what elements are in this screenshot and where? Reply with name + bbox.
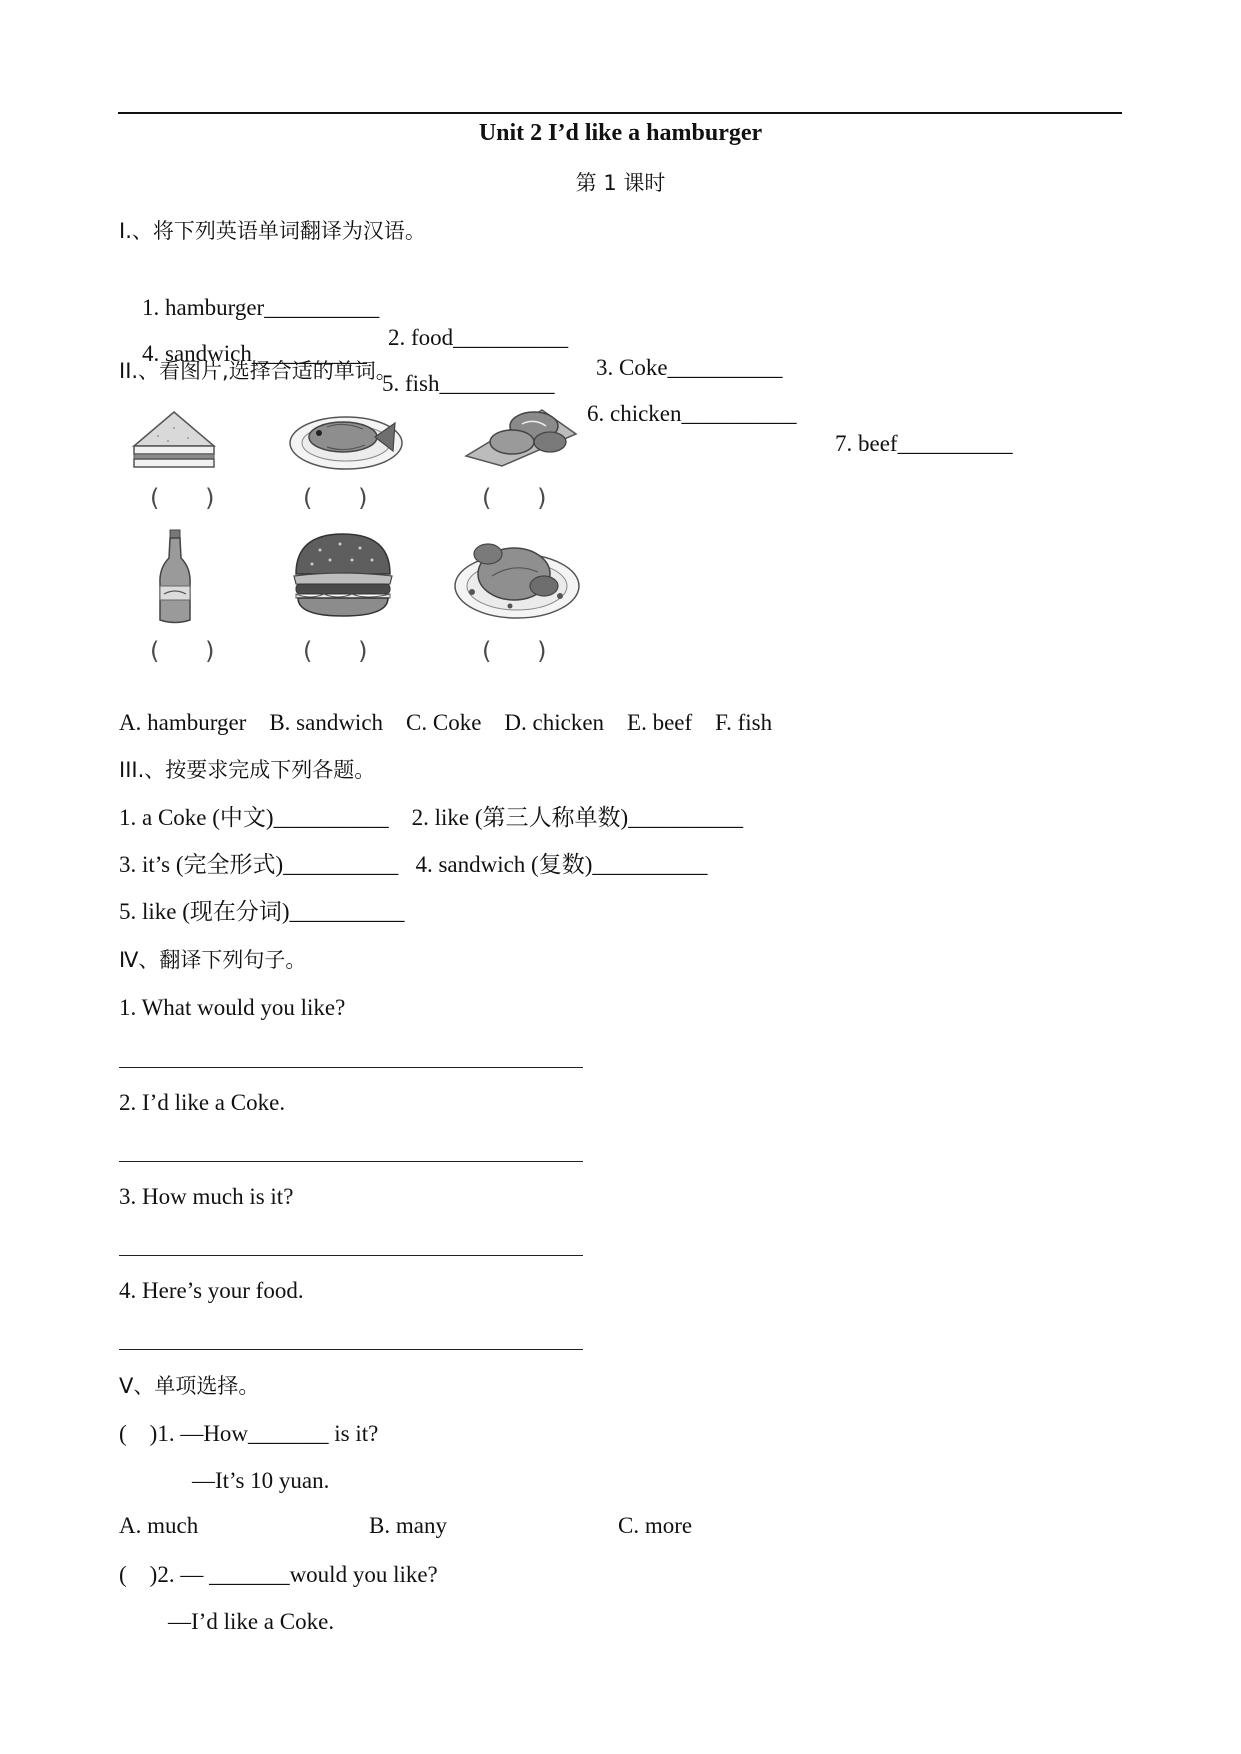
word-item: 4. sandwich__________ (142, 341, 367, 366)
answer-paren[interactable]: ( ) (482, 484, 547, 512)
word-item: 5. fish__________ (382, 371, 555, 396)
question-1-reply: —It’s 10 yuan. (192, 1468, 330, 1493)
sentence: 1. What would you like? (119, 995, 346, 1020)
sentence: 3. How much is it? (119, 1184, 294, 1209)
top-rule (118, 112, 1122, 114)
picture-options: A. hamburger B. sandwich C. Coke D. chicken E. beef F. fish (119, 710, 773, 735)
beef-icon (462, 404, 580, 470)
answer-paren[interactable]: ( ) (303, 484, 368, 512)
word-item: 2. food__________ (388, 325, 569, 350)
section-5-heading: Ⅴ、单项选择。 (119, 1374, 260, 1398)
section-4-heading: Ⅳ、翻译下列句子。 (119, 948, 307, 972)
answer-paren[interactable]: ( ) (303, 637, 368, 665)
answer-paren[interactable]: ( ) (482, 637, 547, 665)
answer-line[interactable] (119, 1255, 583, 1256)
question-1-stem: ( )1. —How_______ is it? (119, 1421, 379, 1446)
question-2-stem: ( )2. — _______would you like? (119, 1562, 438, 1587)
section-3-item: 1. a Coke (中文)__________ 2. like (第三人称单数)__________ (119, 805, 744, 830)
section-1-heading: I.、将下列英语单词翻译为汉语。 (119, 219, 426, 243)
section-3-item: 5. like (现在分词)__________ (119, 899, 405, 924)
unit-title: Unit 2 I’d like a hamburger (478, 120, 763, 146)
word-item: 1. hamburger__________ (142, 295, 380, 320)
answer-paren[interactable]: ( ) (150, 637, 215, 665)
fish-plate-icon (287, 403, 405, 473)
option-c: C. more (618, 1513, 693, 1538)
lesson-subtitle: 第 1 课时 (575, 171, 666, 195)
word-item: 3. Coke__________ (596, 355, 783, 380)
section-2-heading: II.、看图片,选择合适的单词。 (119, 359, 397, 383)
section-3-item: 3. it’s (完全形式)__________ 4. sandwich (复数)__________ (119, 852, 708, 877)
answer-paren[interactable]: ( ) (150, 484, 215, 512)
chicken-plate-icon (452, 526, 582, 622)
sentence: 2. I’d like a Coke. (119, 1090, 286, 1115)
sandwich-icon (128, 408, 220, 470)
hamburger-icon (290, 530, 396, 620)
word-item: 6. chicken__________ (587, 401, 797, 426)
option-a: A. much (119, 1513, 199, 1538)
word-item: 7. beef__________ (835, 431, 1013, 456)
question-2-reply: —I’d like a Coke. (168, 1609, 335, 1634)
answer-line[interactable] (119, 1067, 583, 1068)
section-3-heading: III.、按要求完成下列各题。 (119, 758, 376, 782)
coke-bottle-icon (155, 528, 195, 626)
option-b: B. many (369, 1513, 447, 1538)
answer-line[interactable] (119, 1161, 583, 1162)
sentence: 4. Here’s your food. (119, 1278, 304, 1303)
answer-line[interactable] (119, 1349, 583, 1350)
